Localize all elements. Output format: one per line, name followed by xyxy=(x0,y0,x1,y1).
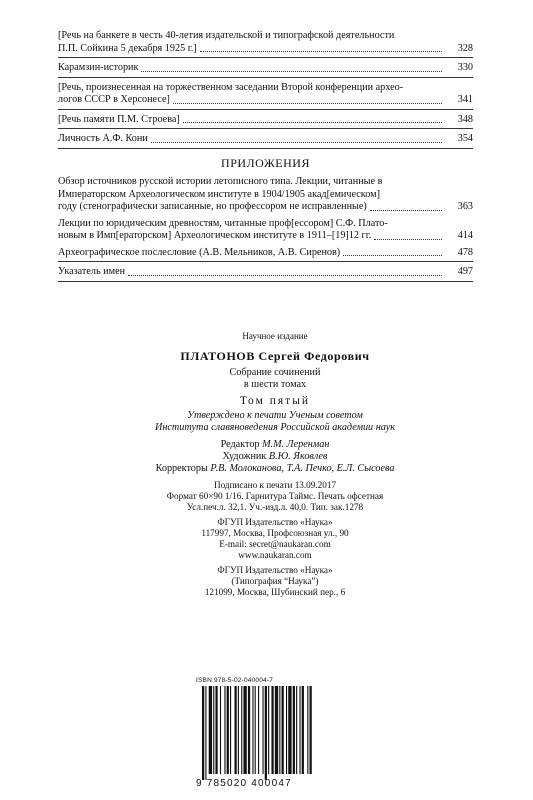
editor-name: М.М. Леренман xyxy=(262,439,330,450)
barcode-bar xyxy=(271,686,273,774)
toc-entry-last-line xyxy=(58,247,445,260)
toc-entry xyxy=(58,218,473,243)
toc-entry-last-line-text: Указатель имен xyxy=(58,266,126,277)
author-name: ПЛАТОНОВ Сергей Федорович xyxy=(180,349,370,363)
barcode-bar xyxy=(293,686,295,774)
toc-entry-last-line xyxy=(58,266,445,279)
toc-entry xyxy=(58,114,473,127)
barcode-bar xyxy=(275,686,278,774)
toc-entry-last-line xyxy=(58,62,445,75)
appendix-heading: ПРИЛОЖЕНИЯ xyxy=(221,155,310,170)
toc-dot-leader xyxy=(141,71,442,72)
toc-entry-last-line xyxy=(58,94,445,107)
edition-label: Научное издание xyxy=(242,331,308,341)
toc-divider xyxy=(58,148,473,149)
barcode-bar xyxy=(234,686,236,774)
toc-entry-title xyxy=(58,266,445,279)
barcode-bar xyxy=(241,686,242,774)
toc-entry-page: 497 xyxy=(457,266,473,277)
barcode-bar xyxy=(215,686,217,774)
publisher-info xyxy=(110,517,440,561)
toc-entry-last-line-text: Личность А.Ф. Кони xyxy=(58,133,148,144)
toc-entry xyxy=(58,82,473,107)
publisher-name: ФГУП Издательство «Наука» xyxy=(217,517,333,527)
barcode-bar xyxy=(205,686,206,780)
barcode-bar xyxy=(248,686,250,774)
printing-house-info xyxy=(110,565,440,598)
toc-dot-leader xyxy=(343,255,442,256)
printing-house-subtitle: (Типография “Наука”) xyxy=(231,576,319,586)
approval-note xyxy=(110,410,440,434)
toc-dot-leader xyxy=(370,210,442,211)
barcode-bar xyxy=(288,686,291,774)
toc-divider xyxy=(58,109,473,110)
artist-label: Художник xyxy=(222,451,267,462)
credits xyxy=(110,439,440,475)
toc-entry xyxy=(58,30,473,55)
approval-line-2: Института славяноведения Российской академии наук xyxy=(155,422,395,433)
toc-entry-page: 330 xyxy=(457,62,473,73)
barcode-bar xyxy=(230,686,231,774)
toc-entry-last-line-text: новым в Имп[ераторском] Археологическом институте в 1911–[19]12 гг. xyxy=(58,230,372,241)
barcode-bar xyxy=(268,686,269,774)
approval-line-1: Утверждено к печати Ученым советом xyxy=(187,410,363,421)
toc-entry-title xyxy=(58,114,445,127)
toc-entry-page: 478 xyxy=(457,246,473,258)
artist-line xyxy=(110,451,440,463)
toc-divider xyxy=(58,281,473,282)
barcode-bar xyxy=(302,686,304,774)
barcode-bar xyxy=(258,686,259,774)
isbn-number: ISBN 978-5-02-040004-7 xyxy=(196,677,274,684)
toc-entry-last-line xyxy=(58,230,445,243)
toc-entry-page: 363 xyxy=(457,201,473,212)
print-line-3: Усл.печ.л. 32,1. Уч.-изд.л. 40,0. Тип. зак.1278 xyxy=(186,502,364,512)
isbn-barcode xyxy=(196,677,314,789)
barcode-bar xyxy=(262,686,263,774)
toc-entry-page: 328 xyxy=(457,42,473,54)
toc-divider xyxy=(58,261,473,262)
toc-entry-page: 354 xyxy=(457,133,473,144)
toc-entry-title-lines: [Речь на банкете в честь 40-летия издательской и типографской деятельности xyxy=(58,30,395,41)
toc-entry-last-line xyxy=(58,43,445,56)
toc-entry-last-line-text: Карамзин-историк xyxy=(58,62,139,73)
barcode-digits: 9 785020 400047 xyxy=(196,778,292,789)
barcode-bar xyxy=(286,686,287,774)
toc-entry-title xyxy=(58,218,445,243)
barcode-bar xyxy=(209,686,212,774)
toc-entry-title-lines: Обзор источников русской истории летописного типа. Лекции, читанные в Императорском Археологическом институте в 1904/1905 акад[емическом] xyxy=(58,176,383,200)
series-line-1: Собрание сочинений xyxy=(229,367,321,378)
publisher-address: 117997, Москва, Профсоюзная ул., 90 xyxy=(201,528,349,538)
publisher-email: E-mail: secret@naukaran.com xyxy=(219,539,331,549)
toc-entry-last-line-text: логов СССР в Херсонесе] xyxy=(58,94,170,105)
correctors-names: Р.В. Молоканова, Т.А. Печко, Е.Л. Сысоева xyxy=(210,463,395,474)
toc-divider xyxy=(58,77,473,78)
toc-divider xyxy=(58,57,473,58)
printing-house-address: 121099, Москва, Шубинский пер., 6 xyxy=(204,587,346,597)
toc-entry-title xyxy=(58,62,445,75)
print-line-1: Подписано к печати 13.09.2017 xyxy=(213,480,337,490)
toc-entry-title xyxy=(58,247,445,260)
barcode-bar xyxy=(307,686,308,774)
barcode-bar xyxy=(299,686,300,774)
editor-label: Редактор xyxy=(220,439,260,450)
barcode-bar xyxy=(282,686,284,774)
toc-dot-leader xyxy=(151,142,442,143)
volume-title: Том пятый xyxy=(239,395,311,407)
barcode-bar xyxy=(255,686,256,774)
toc-entry-page: 414 xyxy=(457,230,473,241)
barcode-bar xyxy=(243,686,246,774)
barcode-bar xyxy=(296,686,297,774)
print-details xyxy=(110,480,440,513)
barcode-bar xyxy=(310,686,312,774)
toc-main-list xyxy=(58,30,473,149)
correctors-line xyxy=(110,463,440,475)
toc-appendix-list xyxy=(58,176,473,282)
toc-entry-last-line-text: П.П. Сойкина 5 декабря 1925 г.] xyxy=(58,42,197,54)
toc-entry xyxy=(58,266,473,279)
toc-entry-title xyxy=(58,30,445,55)
toc-dot-leader xyxy=(183,122,442,123)
toc-entry-last-line-text: [Речь памяти П.М. Строева] xyxy=(58,113,180,125)
artist-name: В.Ю. Яковлев xyxy=(268,451,328,462)
barcode-bar xyxy=(265,686,267,780)
toc-entry-title-lines: [Речь, произнесенная на торжественном заседании Второй конференции архео- xyxy=(58,81,404,93)
toc-entry-last-line-text: году (стенографически записанные, но профессором не исправленные) xyxy=(58,201,367,212)
toc-entry xyxy=(58,62,473,75)
publisher-website: www.naukaran.com xyxy=(238,550,312,560)
toc-entry-title-lines: Лекции по юридическим древностям, читанные проф[ессором] С.Ф. Плато- xyxy=(58,217,388,229)
toc-dot-leader xyxy=(374,239,442,240)
editor-line xyxy=(110,439,440,451)
barcode-bar xyxy=(227,686,229,774)
barcode-bar xyxy=(279,686,280,774)
printing-house-name: ФГУП Издательство «Наука» xyxy=(217,565,333,575)
toc-entry xyxy=(58,176,473,214)
print-line-2: Формат 60×90 1/16. Гарнитура Таймс. Печать офсетная xyxy=(166,491,384,501)
toc-entry-last-line xyxy=(58,133,445,146)
barcode-bar xyxy=(224,686,225,774)
barcode-image xyxy=(196,686,314,780)
toc-entry-title xyxy=(58,176,445,214)
toc-entry-page: 341 xyxy=(457,94,473,105)
toc-entry-title xyxy=(58,82,445,107)
barcode-bar xyxy=(202,686,204,780)
toc-entry-page: 348 xyxy=(457,113,473,125)
barcode-bar xyxy=(238,686,239,774)
series-title xyxy=(110,367,440,391)
toc-divider xyxy=(58,128,473,129)
barcode-bar xyxy=(220,686,221,774)
toc-dot-leader xyxy=(200,51,442,52)
table-of-contents xyxy=(58,30,473,286)
toc-entry-last-line-text: Археографическое послесловие (А.В. Мельников, А.В. Сиренов) xyxy=(58,246,341,258)
toc-dot-leader xyxy=(173,103,442,104)
toc-entry-title xyxy=(58,133,445,146)
barcode-bar xyxy=(213,686,214,774)
series-line-2: в шести томах xyxy=(243,379,307,390)
imprint-block xyxy=(110,330,440,602)
toc-entry-last-line xyxy=(58,114,445,127)
toc-entry xyxy=(58,133,473,146)
toc-entry xyxy=(58,247,473,260)
barcode-bar xyxy=(252,686,253,774)
toc-dot-leader xyxy=(128,275,442,276)
correctors-label: Корректоры xyxy=(155,463,208,474)
toc-entry-last-line xyxy=(58,201,445,214)
